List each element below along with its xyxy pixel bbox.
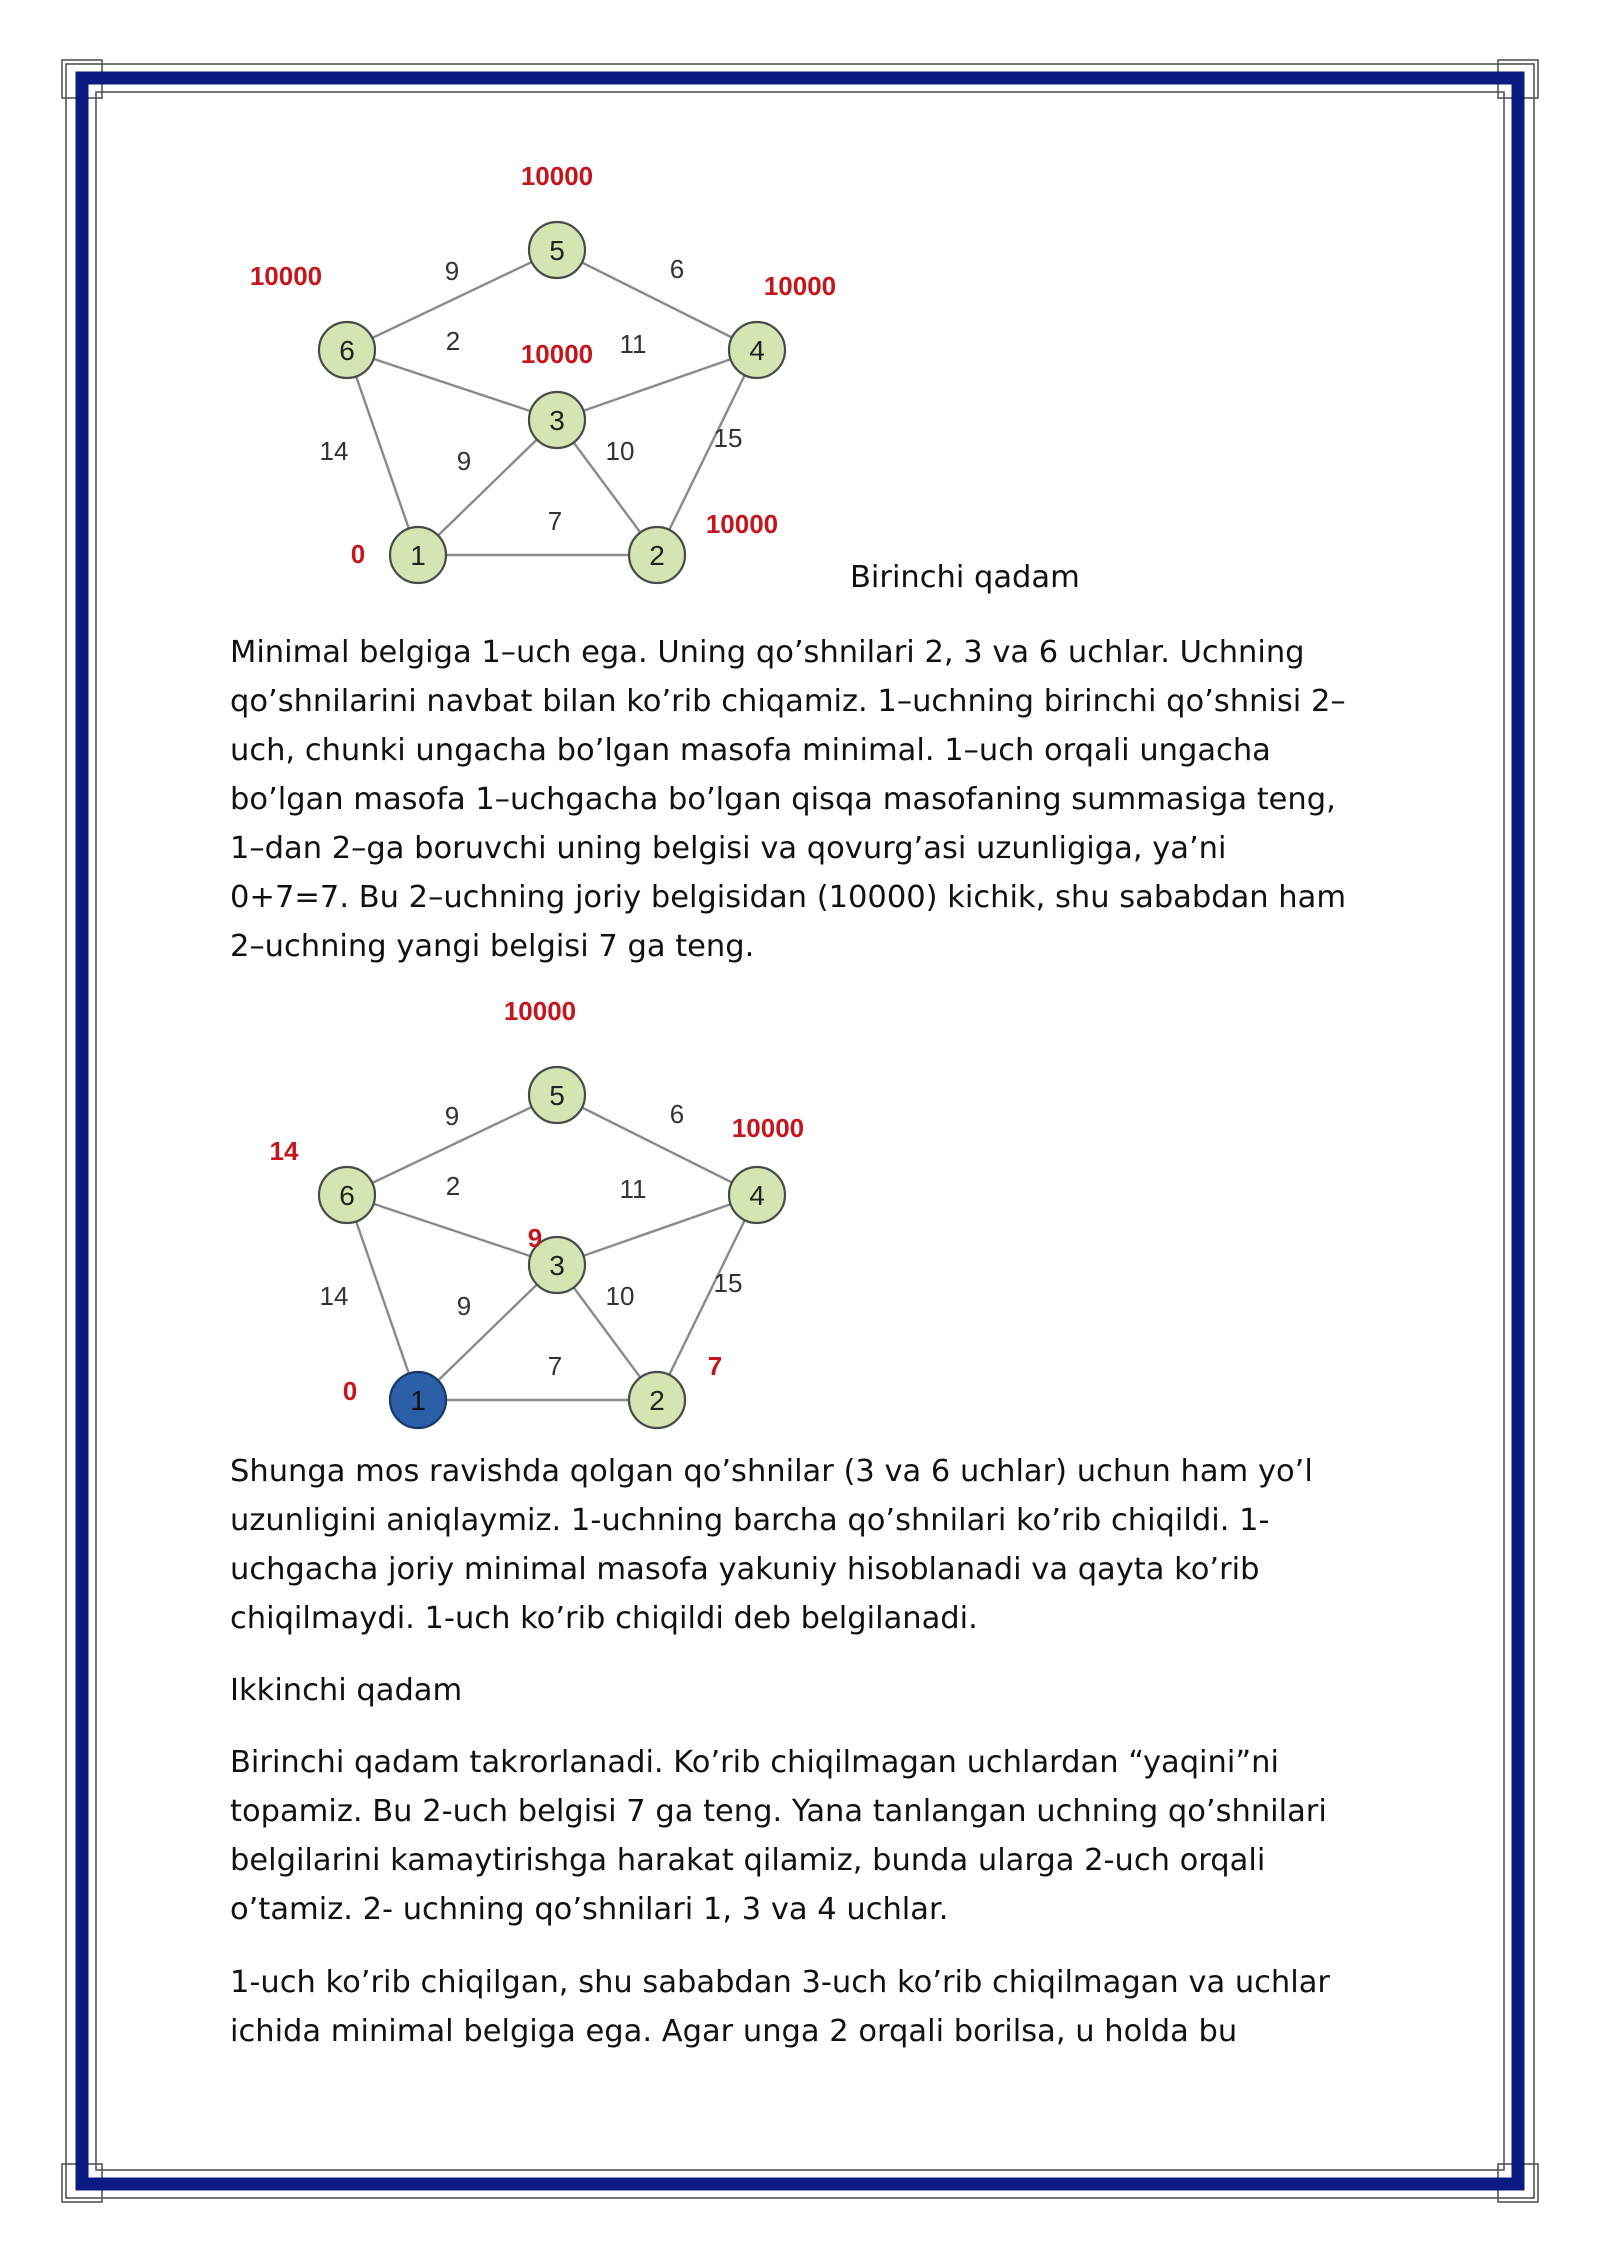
distance-label-1: 0 xyxy=(350,539,366,569)
node-label-4: 4 xyxy=(749,335,765,366)
edge-weight-label-1-3: 9 xyxy=(456,1291,472,1321)
graph-step1-result-diagram xyxy=(230,1000,870,1440)
edge-weight-label-3-2: 10 xyxy=(605,1281,635,1311)
edge-weight-label-1-3: 9 xyxy=(456,446,472,476)
edge-5-4 xyxy=(557,250,757,350)
paragraph-neighbors-processed: Shunga mos ravishda qolgan qo’shnilar (3 va 6 uchlar) uchun ham yo’l uzunligini aniqlaymiz. 1-uchning barcha qo’shnilari ko’rib chiqildi. 1-uchgacha joriy minimal masofa yakuniy hisoblanadi va qayta ko’rib chiqilmaydi. 1-uch ko’rib chiqildi deb belgilanadi. xyxy=(230,1454,1313,1636)
distance-label-5: 10000 xyxy=(503,1000,577,1026)
distance-label-6: 14 xyxy=(269,1136,299,1166)
edge-weight-label-3-2: 10 xyxy=(605,436,635,466)
node-1 xyxy=(390,1372,446,1428)
node-label-1: 1 xyxy=(410,1385,426,1416)
edge-weight-label-1-2: 7 xyxy=(547,506,563,536)
edge-weight-label-4-2: 15 xyxy=(713,1268,743,1298)
heading-second-step: Ikkinchi qadam xyxy=(230,1673,463,1708)
distance-label-1: 0 xyxy=(342,1376,358,1406)
edge-weight-label-4-2: 15 xyxy=(713,423,743,453)
node-label-3: 3 xyxy=(549,1250,565,1281)
distance-label-3: 9 xyxy=(527,1223,543,1253)
node-1 xyxy=(390,527,446,583)
node-4 xyxy=(729,322,785,378)
node-label-5: 5 xyxy=(549,1080,565,1111)
node-6 xyxy=(319,322,375,378)
node-5 xyxy=(529,1067,585,1123)
edge-5-4 xyxy=(557,1095,757,1195)
caption-first-step: Birinchi qadam xyxy=(850,560,1080,595)
paragraph-step2-continued: 1-uch ko’rib chiqilgan, shu sababdan 3-uch ko’rib chiqilmagan va uchlar ichida minimal belgiga ega. Agar unga 2 orqali borilsa, u holda bu xyxy=(230,1965,1330,2049)
node-3 xyxy=(529,392,585,448)
edge-weight-label-6-3: 2 xyxy=(445,1171,461,1201)
node-label-2: 2 xyxy=(649,1385,665,1416)
edge-6-3 xyxy=(347,1195,557,1265)
edge-weight-label-6-5: 9 xyxy=(444,1101,460,1131)
edge-weight-label-1-2: 7 xyxy=(547,1351,563,1381)
node-2 xyxy=(629,527,685,583)
edge-weight-label-6-3: 2 xyxy=(445,326,461,356)
node-label-3: 3 xyxy=(549,405,565,436)
node-label-1: 1 xyxy=(410,540,426,571)
node-label-6: 6 xyxy=(339,1180,355,1211)
node-5 xyxy=(529,222,585,278)
node-label-4: 4 xyxy=(749,1180,765,1211)
paragraph-step2-explanation: Birinchi qadam takrorlanadi. Ko’rib chiqilmagan uchlardan “yaqini”ni topamiz. Bu 2-uch belgisi 7 ga teng. Yana tanlangan uchning qo’shnilari belgilarini kamaytirishga harakat qilamiz, bunda ularga 2-uch orqali o’tamiz. 2- uchning qo’shnilari 1, 3 va 4 uchlar. xyxy=(230,1745,1327,1927)
edge-weight-label-5-4: 6 xyxy=(669,1099,685,1129)
distance-label-6: 10000 xyxy=(249,261,323,291)
node-4 xyxy=(729,1167,785,1223)
distance-label-4: 10000 xyxy=(731,1113,805,1143)
distance-label-5: 10000 xyxy=(520,161,594,191)
node-6 xyxy=(319,1167,375,1223)
edge-weight-label-6-1: 14 xyxy=(319,436,349,466)
node-label-5: 5 xyxy=(549,235,565,266)
distance-label-2: 10000 xyxy=(705,509,779,539)
distance-label-4: 10000 xyxy=(763,271,837,301)
edge-weight-label-3-4: 11 xyxy=(619,329,647,359)
node-2 xyxy=(629,1372,685,1428)
distance-label-3: 10000 xyxy=(520,339,594,369)
distance-label-2: 7 xyxy=(707,1351,723,1381)
node-label-2: 2 xyxy=(649,540,665,571)
edge-weight-label-5-4: 6 xyxy=(669,254,685,284)
edge-6-1 xyxy=(347,350,418,555)
edge-weight-label-6-1: 14 xyxy=(319,1281,349,1311)
edge-6-1 xyxy=(347,1195,418,1400)
edge-weight-label-6-5: 9 xyxy=(444,256,460,286)
graph-step1-diagram xyxy=(230,155,870,595)
paragraph-step1-explanation: Minimal belgiga 1–uch ega. Uning qo’shnilari 2, 3 va 6 uchlar. Uchning qo’shnilarini navbat bilan ko’rib chiqamiz. 1–uchning birinchi qo’shnisi 2–uch, chunki ungacha bo’lgan masofa minimal. 1–uch orqali ungacha bo’lgan masofa 1–uchgacha bo’lgan qisqa masofaning summasiga teng, 1–dan 2–ga boruvchi uning belgisi va qovurg’asi uzunligiga, ya’ni 0+7=7. Bu 2–uchning joriy belgisidan (10000) kichik, shu sababdan ham 2–uchning yangi belgisi 7 ga teng. xyxy=(230,635,1347,964)
edge-weight-label-3-4: 11 xyxy=(619,1174,647,1204)
node-label-6: 6 xyxy=(339,335,355,366)
